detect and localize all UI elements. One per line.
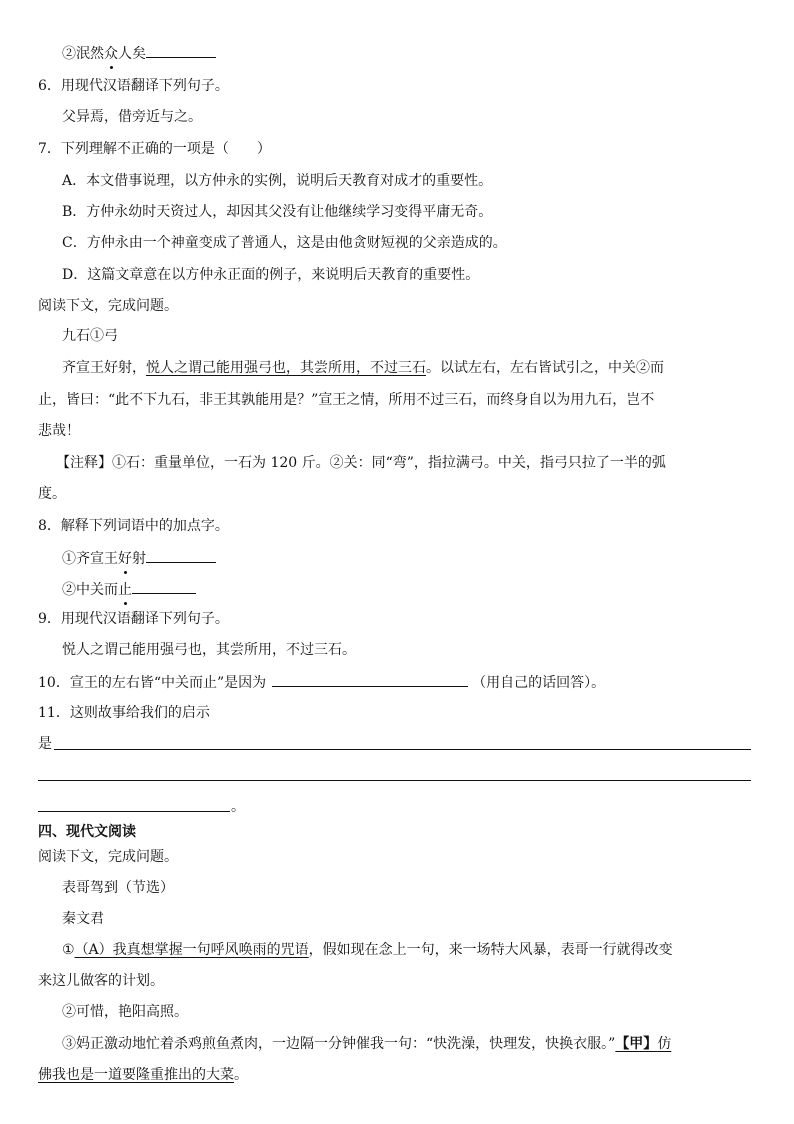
- underlined-sentence-jia: 仿: [657, 1036, 672, 1052]
- q11-answer-line-2[interactable]: [38, 780, 751, 781]
- q11-title: 11．这则故事给我们的启示: [38, 705, 210, 721]
- underlined-sentence: 悦人之谓己能用强弓也，其尝所用，不过三石: [146, 360, 426, 376]
- q10-instruction: （用自己的话回答）。: [472, 675, 606, 691]
- underlined-sentence-jia-cont: 佛我也是一道要隆重推出的大菜: [38, 1067, 234, 1083]
- article-paragraph-1: [62, 940, 673, 960]
- q5-item-2-suffix: 人矣: [118, 46, 146, 62]
- annotation-line-2: 度。: [38, 486, 66, 502]
- q6-title: 6．用现代汉语翻译下列句子。: [38, 78, 229, 94]
- q8-item-2-answer-blank[interactable]: [132, 578, 196, 594]
- q8-title: 8．解释下列词语中的加点字。: [38, 518, 229, 534]
- marker-jia: 【甲】: [615, 1036, 658, 1052]
- paragraph-number: ①: [62, 942, 75, 958]
- section-intro: 阅读下文，完成问题。: [38, 849, 178, 865]
- paragraph-text: 。以试左右，左右皆试引之，中关②而: [426, 360, 664, 376]
- reading-paragraph-line-2: 止，皆曰：“此不下九石，非王其孰能用是？”宣王之情，所用不过三石，而终身自以为用九石，岂不: [38, 392, 655, 408]
- q8-item-1: [62, 547, 216, 569]
- reading-paragraph-line-1: [62, 358, 664, 378]
- article-author: 秦文君: [62, 911, 104, 927]
- q8-item-1-prefix: ①齐宣王: [62, 551, 118, 567]
- underlined-sentence-a: （A）我真想掌握一句呼风唤雨的咒语: [74, 942, 309, 958]
- paragraph-text: ，假如现在念上一句，来一场特大风暴，表哥一行就得改变: [308, 942, 673, 958]
- q8-item-1-dotted-char: 好: [118, 551, 132, 567]
- q7-option-a[interactable]: A．本文借事说理，以方仲永的实例，说明后天教育对成才的重要性。: [62, 173, 493, 189]
- q7-option-b[interactable]: B．方仲永幼时天资过人，却因其父没有让他继续学习变得平庸无奇。: [62, 204, 493, 220]
- q8-item-1-suffix: 射: [132, 551, 146, 567]
- article-paragraph-3-line-2: [38, 1065, 248, 1085]
- q8-item-1-answer-blank[interactable]: [146, 547, 216, 563]
- article-paragraph-3: [62, 1034, 671, 1054]
- q5-item-2-dotted-char: 众: [104, 46, 118, 62]
- article-paragraph-1-line-2: 来这儿做客的计划。: [38, 973, 164, 989]
- q10-prompt: 10．宣王的左右皆“中关而止”是因为: [38, 675, 267, 691]
- q8-item-2-prefix: ②中关而: [62, 582, 118, 598]
- annotation-line-1: 【注释】①石：重量单位，一石为 120 斤。②关：同“弯”，指拉满弓。中关，指弓只拉了一半的弧: [56, 455, 666, 471]
- q8-item-2-dotted-char: 止: [118, 582, 132, 598]
- q9-sentence: 悦人之谓己能用强弓也，其尝所用，不过三石。: [62, 642, 356, 658]
- section-heading: 四、现代文阅读: [38, 824, 136, 840]
- paragraph-text: 齐宣王好射，: [62, 360, 146, 376]
- q11-answer-line-1[interactable]: [54, 749, 751, 750]
- q5-item-2: [62, 42, 216, 64]
- q11-end-mark: 。: [231, 799, 245, 815]
- q5-item-2-answer-blank[interactable]: [146, 42, 216, 58]
- q5-item-2-prefix: ②泯然: [62, 46, 104, 62]
- q6-sentence: 父异焉，借旁近与之。: [62, 109, 202, 125]
- q10-line: [38, 671, 605, 693]
- reading-paragraph-line-3: 悲哉！: [38, 423, 80, 439]
- q7-option-d[interactable]: D．这篇文章意在以方仲永正面的例子，来说明后天教育的重要性。: [62, 267, 480, 283]
- q11-lead-char: 是: [38, 736, 52, 752]
- reading-intro: 阅读下文，完成问题。: [38, 298, 178, 314]
- q9-title: 9．用现代汉语翻译下列句子。: [38, 611, 229, 627]
- q10-answer-blank[interactable]: [272, 671, 468, 687]
- article-paragraph-2: ②可惜，艳阳高照。: [62, 1004, 188, 1020]
- q8-item-2: [62, 578, 196, 600]
- paragraph-end: 。: [234, 1067, 248, 1083]
- paragraph-text: ③妈正激动地忙着杀鸡煎鱼煮肉，一边隔一分钟催我一句：“快洗澡，快理发，快换衣服。”: [62, 1036, 616, 1052]
- q11-answer-line-3[interactable]: [38, 811, 230, 812]
- q7-title: 7．下列理解不正确的一项是（ ）: [38, 141, 271, 157]
- q7-option-c[interactable]: C．方仲永由一个神童变成了普通人，这是由他贪财短视的父亲造成的。: [62, 235, 507, 251]
- article-title: 表哥驾到（节选）: [62, 880, 174, 896]
- reading-title: 九石①弓: [62, 328, 118, 344]
